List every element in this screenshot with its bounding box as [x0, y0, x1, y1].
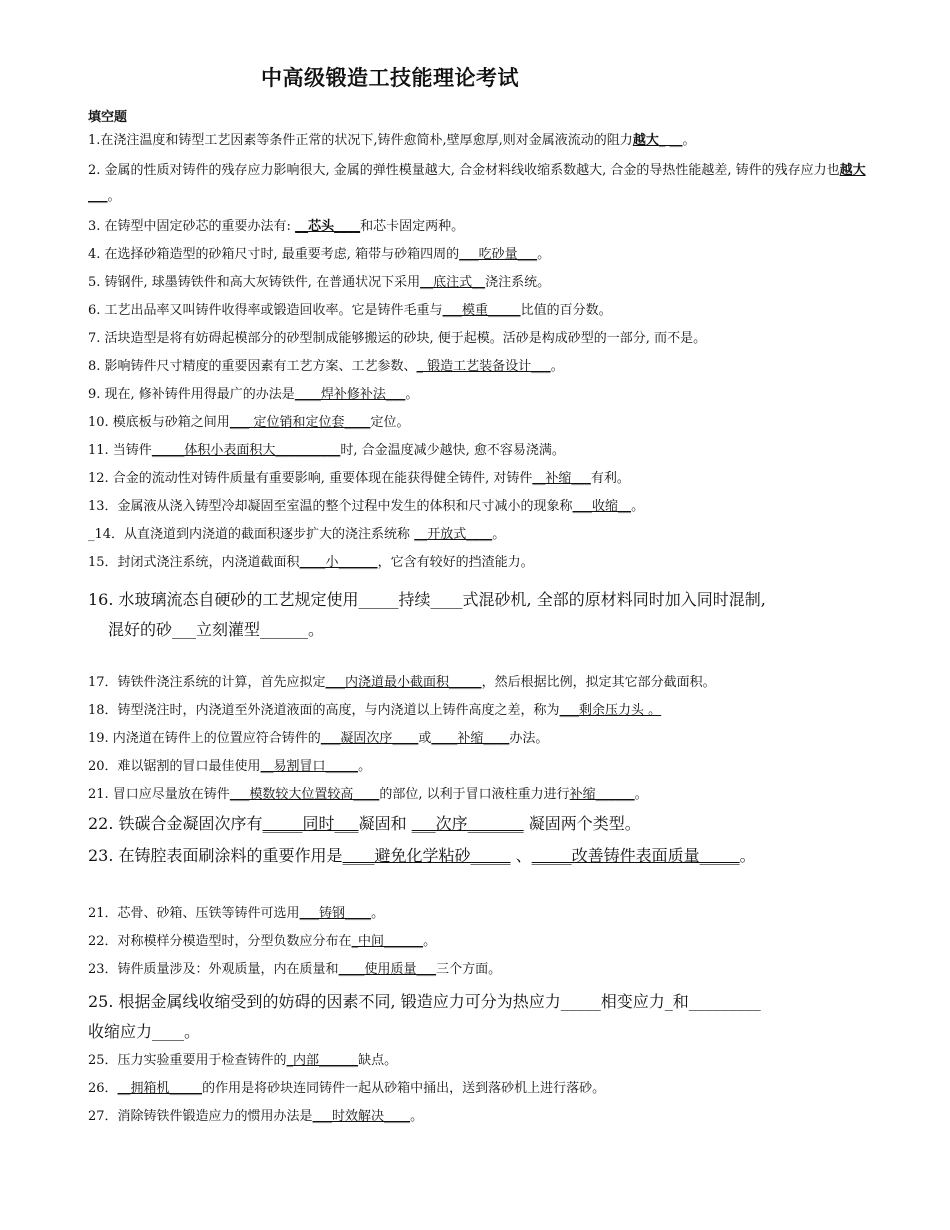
page-title: 中高级锻造工技能理论考试	[261, 66, 519, 90]
question-21-b: 21．芯骨、砂箱、压铁等铸件可选用___铸钢____。	[88, 906, 385, 921]
question-5: 5. 铸钢件, 球墨铸铁件和高大灰铸铁件, 在普通状况下采用__底注式__浇注系统。	[88, 275, 551, 290]
question-18: 18．铸型浇注时，内浇道至外浇道液面的高度，与内浇道以上铸件高度之差，称为___剩余压力头 。	[88, 703, 662, 718]
question-8: 8. 影响铸件尺寸精度的重要因素有工艺方案、工艺参数、_ 锻造工艺装备设计___。	[88, 359, 564, 374]
question-25-b: 25．压力实验重要用于检查铸件的_内部______缺点。	[88, 1053, 398, 1068]
question-23-b: 23．铸件质量涉及：外观质量，内在质量和____使用质量___三个方面。	[88, 962, 502, 977]
question-13: 13．金属液从浇入铸型冷却凝固至室温的整个过程中发生的体积和尺寸减小的现象称___收缩__。	[88, 499, 645, 514]
question-15: 15．封闭式浇注系统，内浇道截面积____小______，它含有较好的挡渣能力。	[88, 555, 534, 570]
question-2: 2. 金属的性质对铸件的残存应力影响很大, 金属的弹性模量越大, 合金材料线收缩系数越大, 合金的导热性能越差, 铸件的残存应力也越大___。	[88, 163, 866, 204]
question-19: 19. 内浇道在铸件上的位置应符合铸件的___凝固次序____或____补缩____办法。	[88, 731, 549, 746]
question-9: 9. 现在, 修补铸件用得最广的办法是____焊补修补法___。	[88, 387, 419, 402]
question-23: 23. 在铸腔表面刷涂料的重要作用是____避免化学粘砂_____ 、_____改善铸件表面质量_____。	[88, 846, 756, 865]
question-25: 25. 根据金属线收缩受到的妨碍的因素不同, 锻造应力可分为热应力_____相变应力_和_________	[88, 992, 761, 1011]
question-22: 22. 铁碳合金凝固次序有_____同时___凝固和 ___次序_______ 凝固两个类型。	[88, 814, 641, 833]
question-12: 12. 合金的流动性对铸件质量有重要影响, 重要体现在能获得健全铸件, 对铸件__补缩___有利。	[88, 471, 630, 486]
question-6: 6. 工艺出品率又叫铸件收得率或锻造回收率。它是铸件毛重与___模重_____比值的百分数。	[88, 303, 612, 318]
question-7: 7. 活块造型是将有妨碍起模部分的砂型制成能够搬运的砂块, 便于起模。活砂是构成砂型的一部分, 而不是。	[88, 331, 707, 346]
question-21: 21. 冒口应尽量放在铸件___模数较大位置较高____的部位, 以利于冒口液柱重力进行补缩______。	[88, 787, 648, 802]
question-14: _14．从直浇道到内浇道的截面积逐步扩大的浇注系统称 __开放式____。	[88, 527, 506, 542]
question-17: 17．铸铁件浇注系统的计算，首先应拟定___内浇道最小截面积_____，然后根据比例，拟定其它部分截面积。	[88, 675, 716, 690]
question-16-cont: 混好的砂___立刻灌型______。	[108, 620, 325, 639]
question-10: 10. 模底板与砂箱之间用___ 定位销和定位套____定位。	[88, 415, 410, 430]
question-4: 4. 在选择砂箱造型的砂箱尺寸时, 最重要考虑, 箱带与砂箱四周的___吃砂量___。	[88, 247, 551, 262]
question-20: 20．难以锯割的冒口最佳使用__易割冒口_____。	[88, 759, 372, 774]
question-11: 11. 当铸件_____体积小表面积大__________时, 合金温度减少越快, 愈不容易浇满。	[88, 443, 565, 458]
question-16: 16. 水玻璃流态自硬砂的工艺规定使用_____持续____式混砂机, 全部的原材料同时加入同时混制,	[88, 590, 766, 609]
question-22-b: 22．对称模样分模造型时，分型负数应分布在_中间______。	[88, 934, 437, 949]
question-3: 3. 在铸型中固定砂芯的重要办法有: __芯头____和芯卡固定两种。	[88, 219, 465, 234]
question-25-cont: 收缩应力____。	[88, 1022, 201, 1041]
question-26: 26．__拥箱机_____的作用是将砂块连同铸件一起从砂箱中捅出，送到落砂机上进行落砂。	[88, 1081, 606, 1096]
question-1: 1.在浇注温度和铸型工艺因素等条件正常的状况下,铸件愈简朴,壁厚愈厚,则对金属液流动的阻力越大_ __。	[88, 133, 696, 148]
question-27: 27．消除铸铁件锻造应力的惯用办法是___时效解决____。	[88, 1109, 424, 1124]
section-heading: 填空题	[88, 110, 128, 125]
